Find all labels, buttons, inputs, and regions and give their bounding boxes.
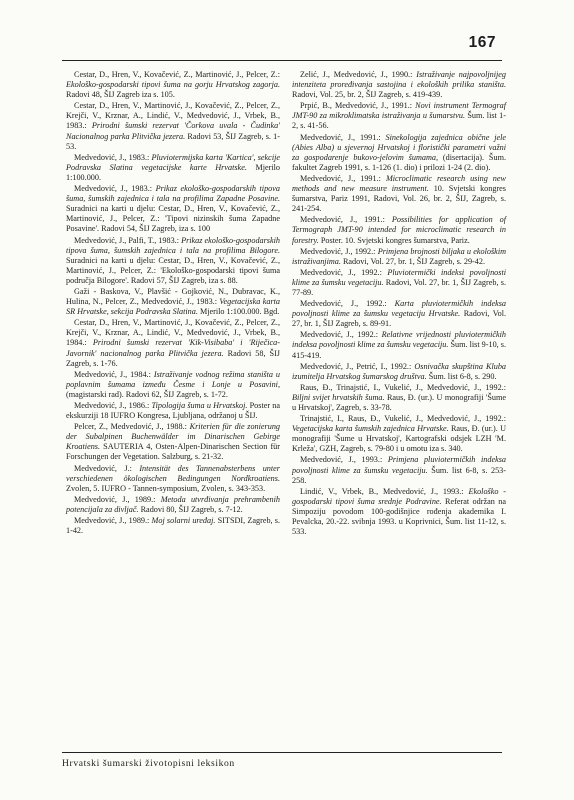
- entry-source: Radovi, Vol. 27, br. 1, ŠIJ Zagreb, s. 77-89.: [292, 277, 507, 297]
- entry-title: Microclimatic research using new methods and new measure instrument.: [292, 173, 506, 194]
- entry-authors: Trinajstić, I., Raus, Đ., Vukelić, J., Medvedović, J., 1992.:: [300, 414, 506, 424]
- entry-authors: Medvedović, J., Petrić, I., 1992.:: [300, 361, 412, 371]
- bibliography-entry: [292, 247, 506, 267]
- entry-authors: Medvedović, J., 1991.:: [300, 173, 381, 183]
- bibliography-entry: [66, 401, 280, 421]
- entry-authors: Medvedović, J., 1983.:: [74, 152, 150, 162]
- entry-source: Suradnici na karti u djelu: Cestar, D., Hren, V., Kovačević, Z., Martinović, J., Pelcer, Z.: 'Ekološko-gospodarski tipovi šuma područja Bilogore'. Radovi 57, ŠIJ Zagreb, iza s. 88.: [66, 255, 280, 285]
- bibliography-entry: [66, 370, 280, 400]
- entry-source: Radovi, Vol. 27, br. 1, ŠIJ Zagreb, s. 89-91.: [292, 309, 507, 329]
- bibliography-entry: [292, 133, 506, 173]
- right-column: [292, 70, 506, 538]
- entry-title: Pluviotermijska karta 'Kartica', sekcije Podravska Slatina vegetacijske karte Hrvatske.: [66, 152, 281, 172]
- entry-title: Primjena pluviotermičkih indeksa povoljnosti klime za šumsku vegetaciju.: [292, 455, 506, 475]
- entry-authors: Cestar, D., Hren, V., Kovačević, Z., Martinović, J., Pelcer, Z.:: [74, 70, 280, 79]
- entry-authors: Gaži - Baskova, V., Plavšić - Gojković, N., Dubravac, K., Hulina, N., Pelcer, Z., Medvedović, J., 1983.:: [66, 286, 280, 307]
- entry-source: Šum. list 1-2, s. 41-56.: [292, 111, 506, 131]
- entry-source: SAUTERIA 4, Osten-Alpen-Dinarischen Section für Forschungen der Vegetation. Salzburg, s. 21-32.: [66, 442, 280, 462]
- bibliography-entry: [292, 174, 506, 214]
- entry-title: Ekološko-gospodarski tipovi šuma na gorju Hrvatskog zagorja.: [66, 80, 280, 90]
- bibliography-entry: [66, 318, 280, 368]
- entry-title: Primjena brojnosti biljaka u ekološkim istraživanjima.: [292, 246, 507, 266]
- bibliography-entry: [66, 287, 280, 317]
- entry-source: Radovi 53, ŠIJ Zagreb, s. 1-53.: [66, 131, 280, 151]
- entry-title: Biljni svijet hrvatskih šuma.: [292, 392, 385, 402]
- entry-title: Vegetacijska karta SR Hrvatske, sekcija Podravska Slatina.: [66, 297, 280, 317]
- entry-authors: Medvedović, J., 1986.:: [74, 401, 150, 410]
- bibliography-entry: [66, 516, 280, 536]
- entry-authors: Cestar, D., Hren, V., Martinović, J., Kovačević, Z., Pelcer, Z., Krejči, V., Krznar, A., Lindić, V., Medvedović, J., Vrbek, B., 1984.:: [66, 318, 280, 348]
- entry-title: Intensität des Tannenabsterbens unter verschiedenen ökologischen Bedingungen Nordkroatiens.: [66, 463, 280, 483]
- entry-source: SITSDI, Zagreb, s. 1-42.: [66, 516, 281, 536]
- entry-title: Prirodni šumski rezervat 'Čorkova uvala - Čudinka' Nacionalnog parka Plitvička jezera.: [66, 121, 281, 141]
- entry-source: Radovi 80, ŠIJ Zagreb, s. 7-12.: [140, 504, 243, 514]
- bibliography-entry: [292, 70, 506, 100]
- entry-authors: Medvedović, J., 1991.:: [300, 215, 385, 225]
- entry-authors: Prpić, B., Medvedović, J., 1991.:: [300, 101, 413, 111]
- left-column: [66, 70, 280, 537]
- entry-title: Novi instrument Termograf JMT-90 za mikroklimatska istraživanja u šumarstvu.: [292, 101, 507, 121]
- entry-authors: Lindić, V., Vrbek, B., Medvedović, J., 1993.:: [300, 486, 464, 496]
- entry-source: Radovi, Vol. 25, br. 2, ŠIJ Zagreb, s. 419-439.: [292, 90, 443, 100]
- entry-source: Poster na ekskurziji 18 IUFRO Kongresa, Ljubljana, održanoj u ŠIJ.: [66, 401, 281, 421]
- entry-source: Radovi 48, ŠIJ Zagreb iza s. 105.: [66, 90, 175, 100]
- entry-title: Prikaz ekološko-gospodarskih tipova šuma, šumskih zajednica i tala na profilima Zapadne Posavine.: [66, 184, 280, 204]
- entry-source: Referat održan na Simpoziju povodom 100-godišnjice rođenja akademika I. Pevalcka, 20.-22. svibnja 1993. u Koprivnici, Šum. list 11-12, s. 533.: [292, 496, 506, 537]
- entry-source: Suradnici na karti u djelu: Cestar, D., Hren, V., Kovačević, Z., Martinović, J., Pelcer, Z.: 'Tipovi nizinskih šuma Zapadne Posavine'. Radovi 54, ŠIJ Zagreb, iza s. 100: [66, 204, 280, 234]
- entry-authors: Medvedović, J., 1992.:: [300, 330, 379, 340]
- entry-authors: Medvedović, J., 1992.:: [300, 267, 382, 277]
- entry-source: Zvolen, 5. IUFRO - Tannen-symposium, Zvolen, s. 343-353.: [66, 483, 266, 493]
- bibliography-entry: [66, 422, 280, 462]
- entry-title: Ekološko - gospodarski tipovi šuma srednje Podravine.: [292, 486, 507, 506]
- entry-authors: Medvedović, J.:: [74, 463, 132, 473]
- footer-rule: [62, 752, 502, 753]
- entry-source: Mjerilo 1:100.000.: [66, 162, 280, 182]
- entry-authors: Medvedović, J., 1993.:: [300, 455, 383, 465]
- bibliography-entry: [292, 299, 506, 329]
- entry-authors: Medvedović, J., 1992.:: [300, 299, 387, 309]
- bibliography-entry: [292, 383, 506, 413]
- entry-title: Metoda utvrđivanja prehrambenih potencijala za divljač.: [66, 494, 281, 514]
- bibliography-entry: [292, 268, 506, 298]
- entry-authors: Medvedović, J., 1989.:: [74, 516, 150, 526]
- entry-title: Istraživanje vodnog režima staništa u poplavnim šumama između Česme i Lonje u Posavini,: [66, 369, 280, 389]
- entry-authors: Medvedović, J., 1989.:: [74, 494, 156, 504]
- entry-title: Osnivačka skupština Kluba izumitelja Hrvatskog šumarskog društva.: [292, 361, 507, 381]
- bibliography-entry: [292, 455, 506, 485]
- page-number: 167: [468, 34, 496, 51]
- entry-source: Raus, Đ. (ur.). U monografiji 'Šume u Hrvatskoj', Kartografski odsjek LZH 'M. Krleža', GZH, Zagreb, s. 79-80 i u omotu iza s. 340.: [292, 424, 506, 454]
- entry-authors: Raus, Đ., Trinajstić, I., Vukelić, J., Medvedović, J., 1992.:: [300, 382, 506, 392]
- entry-source: Šum. list 9-10, s. 415-419.: [292, 340, 507, 360]
- bibliography-entry: [292, 487, 506, 537]
- entry-title: Karta pluviotermičkih indeksa povoljnosti klime za šumsku vegetaciju Hrvatske.: [292, 299, 506, 319]
- entry-authors: Pelcer, Z., Medvedović, J., 1988.:: [74, 422, 187, 432]
- bibliography-entry: [66, 236, 280, 286]
- entry-source: Šum. list 6-8, s. 290.: [428, 371, 497, 381]
- entry-title: Moj solarni uređaj.: [151, 516, 216, 526]
- bibliography-entry: [66, 153, 280, 183]
- bibliography-entry: [66, 495, 280, 515]
- entry-title: Prikaz ekološko-gospodarskih tipova šuma, šumskih zajednica i tala na profilima Bilogore.: [66, 235, 281, 255]
- entry-authors: Medvedović, J., 1984.:: [74, 369, 151, 379]
- bibliography-entry: [292, 362, 506, 382]
- entry-source: (disertacija). Šum. fakultet Zagreb 1991, s. 1-126 (1. dio) i prilozi 1-24 (2. dio).: [292, 152, 506, 172]
- entry-authors: Medvedović, J., 1992.:: [300, 246, 376, 256]
- entry-source: Poster. 10. Svjetski kongres šumarstva, Pariz.: [320, 235, 470, 245]
- entry-authors: Medvedović, J., 1991.:: [300, 132, 381, 142]
- header-rule: [62, 60, 502, 61]
- entry-source: Raus, Đ. (ur.). U monografiji 'Šume u Hrvatskoj', Zagreb, s. 33-78.: [292, 392, 507, 412]
- entry-source: Mjerilo 1:100.000. Bgd.: [199, 307, 280, 317]
- bibliography-entry: [66, 70, 280, 100]
- bibliography-entry: [292, 101, 506, 131]
- entry-authors: Medvedović, J., Palfi, T., 1983.:: [74, 235, 180, 245]
- bibliography-entry: [292, 215, 506, 245]
- entry-title: Kriterien für die zonierung der Subalpinen Buchenwälder im Dinarischen Gebirge Kroatiens.: [66, 422, 281, 452]
- entry-source: Šum. list 6-8, s. 253-258.: [292, 465, 507, 485]
- entry-title: Relativne vrijednosti pluviotermičkih indeksa povoljnosti klime za šumsku vegetaciju.: [292, 330, 507, 350]
- entry-title: Vegetacijska karta šumskih zajednica Hrvatske.: [292, 424, 449, 434]
- entry-authors: Cestar, D., Hren, V., Martinović, J., Kovačević, Z., Pelcer, Z., Krejči, V., Krznar, A., Lindić, V., Medvedović, J., Vrbek, B., 1983.:: [66, 101, 280, 131]
- entry-source: (magistarski rad). Radovi 62, ŠIJ Zagreb, s. 1-72.: [66, 389, 228, 399]
- bibliography-entry: [292, 330, 506, 360]
- entry-title: Sinekologija zajednica obične jele (Abies Alba) u sjevernoj Hrvatskoj i floristički parametri važni za gospodarenje bukovo-jelovim šumama,: [292, 132, 507, 162]
- entry-title: Tipologija šuma u Hrvatskoj.: [151, 401, 248, 410]
- entry-title: Possibilities for application of Termograph JMT-90 intended for microclimatic research in forestry.: [292, 215, 507, 245]
- bibliography-entry: [66, 101, 280, 151]
- entry-source: Radovi 58, ŠIJ Zagreb, s. 1-76.: [66, 348, 280, 368]
- running-footer: Hrvatski šumarski životopisni leksikon: [62, 758, 235, 769]
- entry-title: Istraživanje najpovoljnijeg intenziteta proređivanja sastojina i ekoloških prilika staništa.: [292, 70, 506, 90]
- bibliography-entry: [66, 184, 280, 234]
- bibliography-entry: [66, 464, 280, 494]
- entry-authors: Zelić, J., Medvedović, J., 1990.:: [300, 70, 413, 79]
- entry-source: Radovi, Vol. 27, br. 1, ŠIJ Zagreb, s. 29-42.: [342, 256, 486, 266]
- bibliography-entry: [292, 414, 506, 454]
- entry-title: Pluviotermički indeksi povoljnosti klime za šumsku vegetaciju.: [292, 267, 506, 287]
- entry-source: 10. Svjetski kongres šumarstva, Pariz 1991, Radovi, Vol. 26, br. 2, ŠIJ, Zagreb, s. 241-254.: [292, 184, 506, 214]
- entry-title: Prirodni šumski rezervat 'Kik-Visibaba' i 'Riječica-Javornik' nacionalnog parka Plitvička jezera.: [66, 338, 281, 358]
- entry-authors: Medvedović, J., 1983.:: [74, 184, 153, 194]
